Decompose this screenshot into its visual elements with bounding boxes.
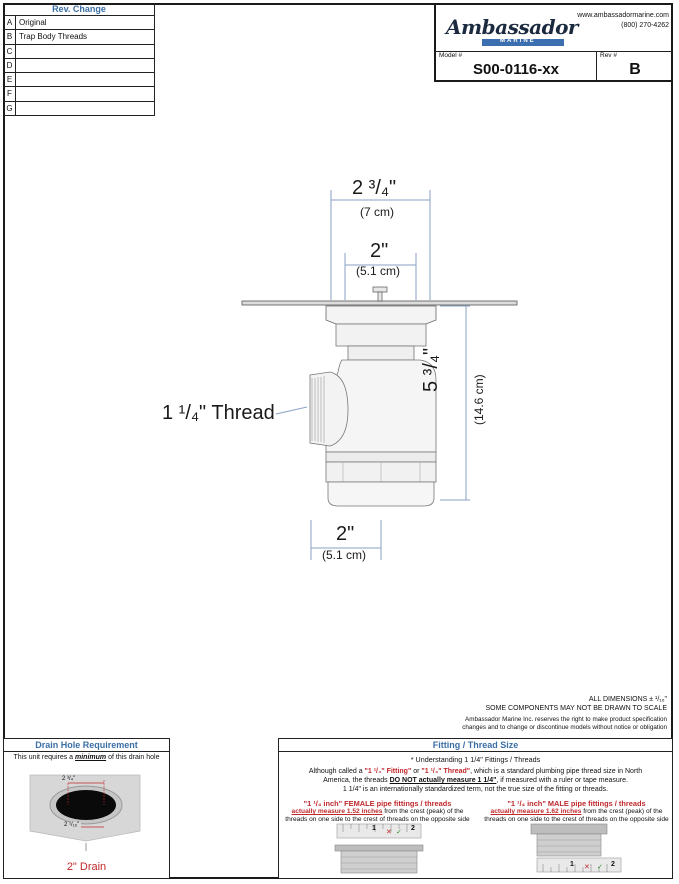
disclaimer [462,716,667,732]
male-measure: actually measure 1.62 inches [490,808,582,815]
drain-panel-header: Drain Hole Requirement [4,739,169,752]
revision-letter: C [4,45,16,58]
female-text: threads on one side to the crest of threads on the opposite side [285,816,470,823]
female-fitting-body [341,851,417,873]
female-fitting-top [335,845,423,851]
dim-top-width-in: 2 ³/₄" [352,177,397,199]
male-text: threads on one side to the crest of threads on the opposite side [484,816,669,823]
female-check-icon: ✓ [396,829,402,836]
dim-inner-width-in: 2" [370,240,389,262]
female-cross-icon: ✕ [386,829,392,836]
fitting-text: or [413,768,420,775]
rev-number: B [629,61,641,78]
revision-text: Trap Body Threads [19,32,88,42]
drain-text-b: of this drain hole [108,754,160,761]
drain-hole-panel [3,738,170,879]
dim-top-width-cm: (7 cm) [360,205,394,219]
trap-collar [326,306,436,324]
female-text: from the crest (peak) of the [384,808,464,815]
model-number: S00-0116-xx [473,61,559,78]
strainer-plate [242,301,517,305]
female-measure: actually measure 1.52 inches [291,808,383,815]
fitting-subtitle: * Understanding 1 1/4" Fittings / Threads [410,755,541,764]
male-fitting-top [531,824,607,834]
thread-label: 1 ¹/₄" Thread [162,402,275,424]
male-title: "1 ¹/₄ inch" MALE pipe fittings / threads [507,799,646,808]
dim-height-in: 5 ³/₄" [420,347,442,392]
drain-text-a: This unit requires a [13,754,74,761]
fitting-thread-panel [278,738,673,879]
rev-label: Rev # [600,52,617,59]
stopper-stem [378,292,382,301]
fitting-panel-header: Fitting / Thread Size [279,739,672,752]
dim-bottom-width-cm: (5.1 cm) [322,548,367,562]
female-ruler-mark-1: 1 [372,825,376,832]
model-label: Model # [439,52,463,59]
dim-height-cm: (14.6 cm) [472,374,486,425]
trap-neck [336,324,426,346]
thread-term: "1 ¹/₄" Thread" [421,768,471,775]
fitting-text: , if measured with a ruler or tape measure. [496,777,628,784]
phone-number: (800) 270-4262 [621,22,669,29]
revision-table-header: Rev. Change [4,3,154,16]
drain-text-em: minimum [75,754,107,761]
side-outlet [310,372,348,446]
revision-letter: F [4,87,16,100]
female-fitting-info [285,800,470,824]
fitting-term: "1 ¹/₄" Fitting" [364,768,412,775]
fitting-line-1 [285,767,666,776]
logo-subtext: MARINE [500,38,536,44]
disclaimer-line: changes and to change or discontinue models without notice or obligation [462,724,667,731]
revision-letter: G [4,102,16,115]
thread-leader [276,407,307,414]
website-link[interactable]: www.ambassadormarine.com [577,12,669,19]
female-ruler-mark-2: 2 [411,825,415,832]
trap-neck-lower [348,346,414,360]
logo-wordmark: Ambassador [446,15,578,39]
dim-inner-width-cm: (5.1 cm) [356,264,401,278]
dimension-notes [485,695,667,713]
fitting-line-2 [285,776,666,785]
tolerance-note: ALL DIMENSIONS ± ¹/₁₆" [588,696,667,703]
female-ruler [337,824,421,838]
drain-dim-top: 2 ³/₄" [62,776,76,782]
revision-letter: D [4,59,16,72]
fitting-emphasis: DO NOT actually measure 1 1/4" [389,777,497,784]
thread-measure-illustration [279,823,672,879]
female-title: "1 ¹/₄ inch" FEMALE pipe fittings / threads [303,799,452,808]
drain-dim-bottom: 2 ¹/₁₆" [64,822,80,828]
drain-hole-diagram [22,765,152,855]
fitting-explanation [279,767,672,794]
male-ruler [537,858,621,872]
drain-size-label: 2" Drain [66,861,107,873]
male-cross-icon: ✕ [584,864,590,871]
revision-letter: B [4,30,16,43]
revision-text: Original [19,18,47,27]
dim-bottom-width-in: 2" [336,523,355,545]
male-fitting-body [537,834,601,856]
male-ruler-mark-1: 1 [570,861,574,868]
fitting-text: America, the threads [323,777,388,784]
fitting-text: , which is a standard plumbing pipe thread size in North [470,768,643,775]
male-ruler-mark-2: 2 [611,861,615,868]
drain-panel-text [4,754,169,761]
fitting-text: Although called a [308,768,363,775]
male-check-icon: ✓ [597,864,603,871]
male-text: from the crest (peak) of the [583,808,663,815]
disclaimer-line: Ambassador Marine Inc. reserves the right to make product specification [465,716,667,723]
trap-cup [328,482,434,506]
stopper-knob [373,287,387,292]
trap-nut-top [326,452,436,462]
scale-note: SOME COMPONENTS MAY NOT BE DRAWN TO SCALE [485,705,667,712]
revision-letter: E [4,73,16,86]
fitting-line-3: 1 1/4" is an internationally standardized term, not the true size of the fitting or threads. [342,786,609,793]
male-fitting-info [484,800,669,824]
revision-letter: A [4,16,16,29]
